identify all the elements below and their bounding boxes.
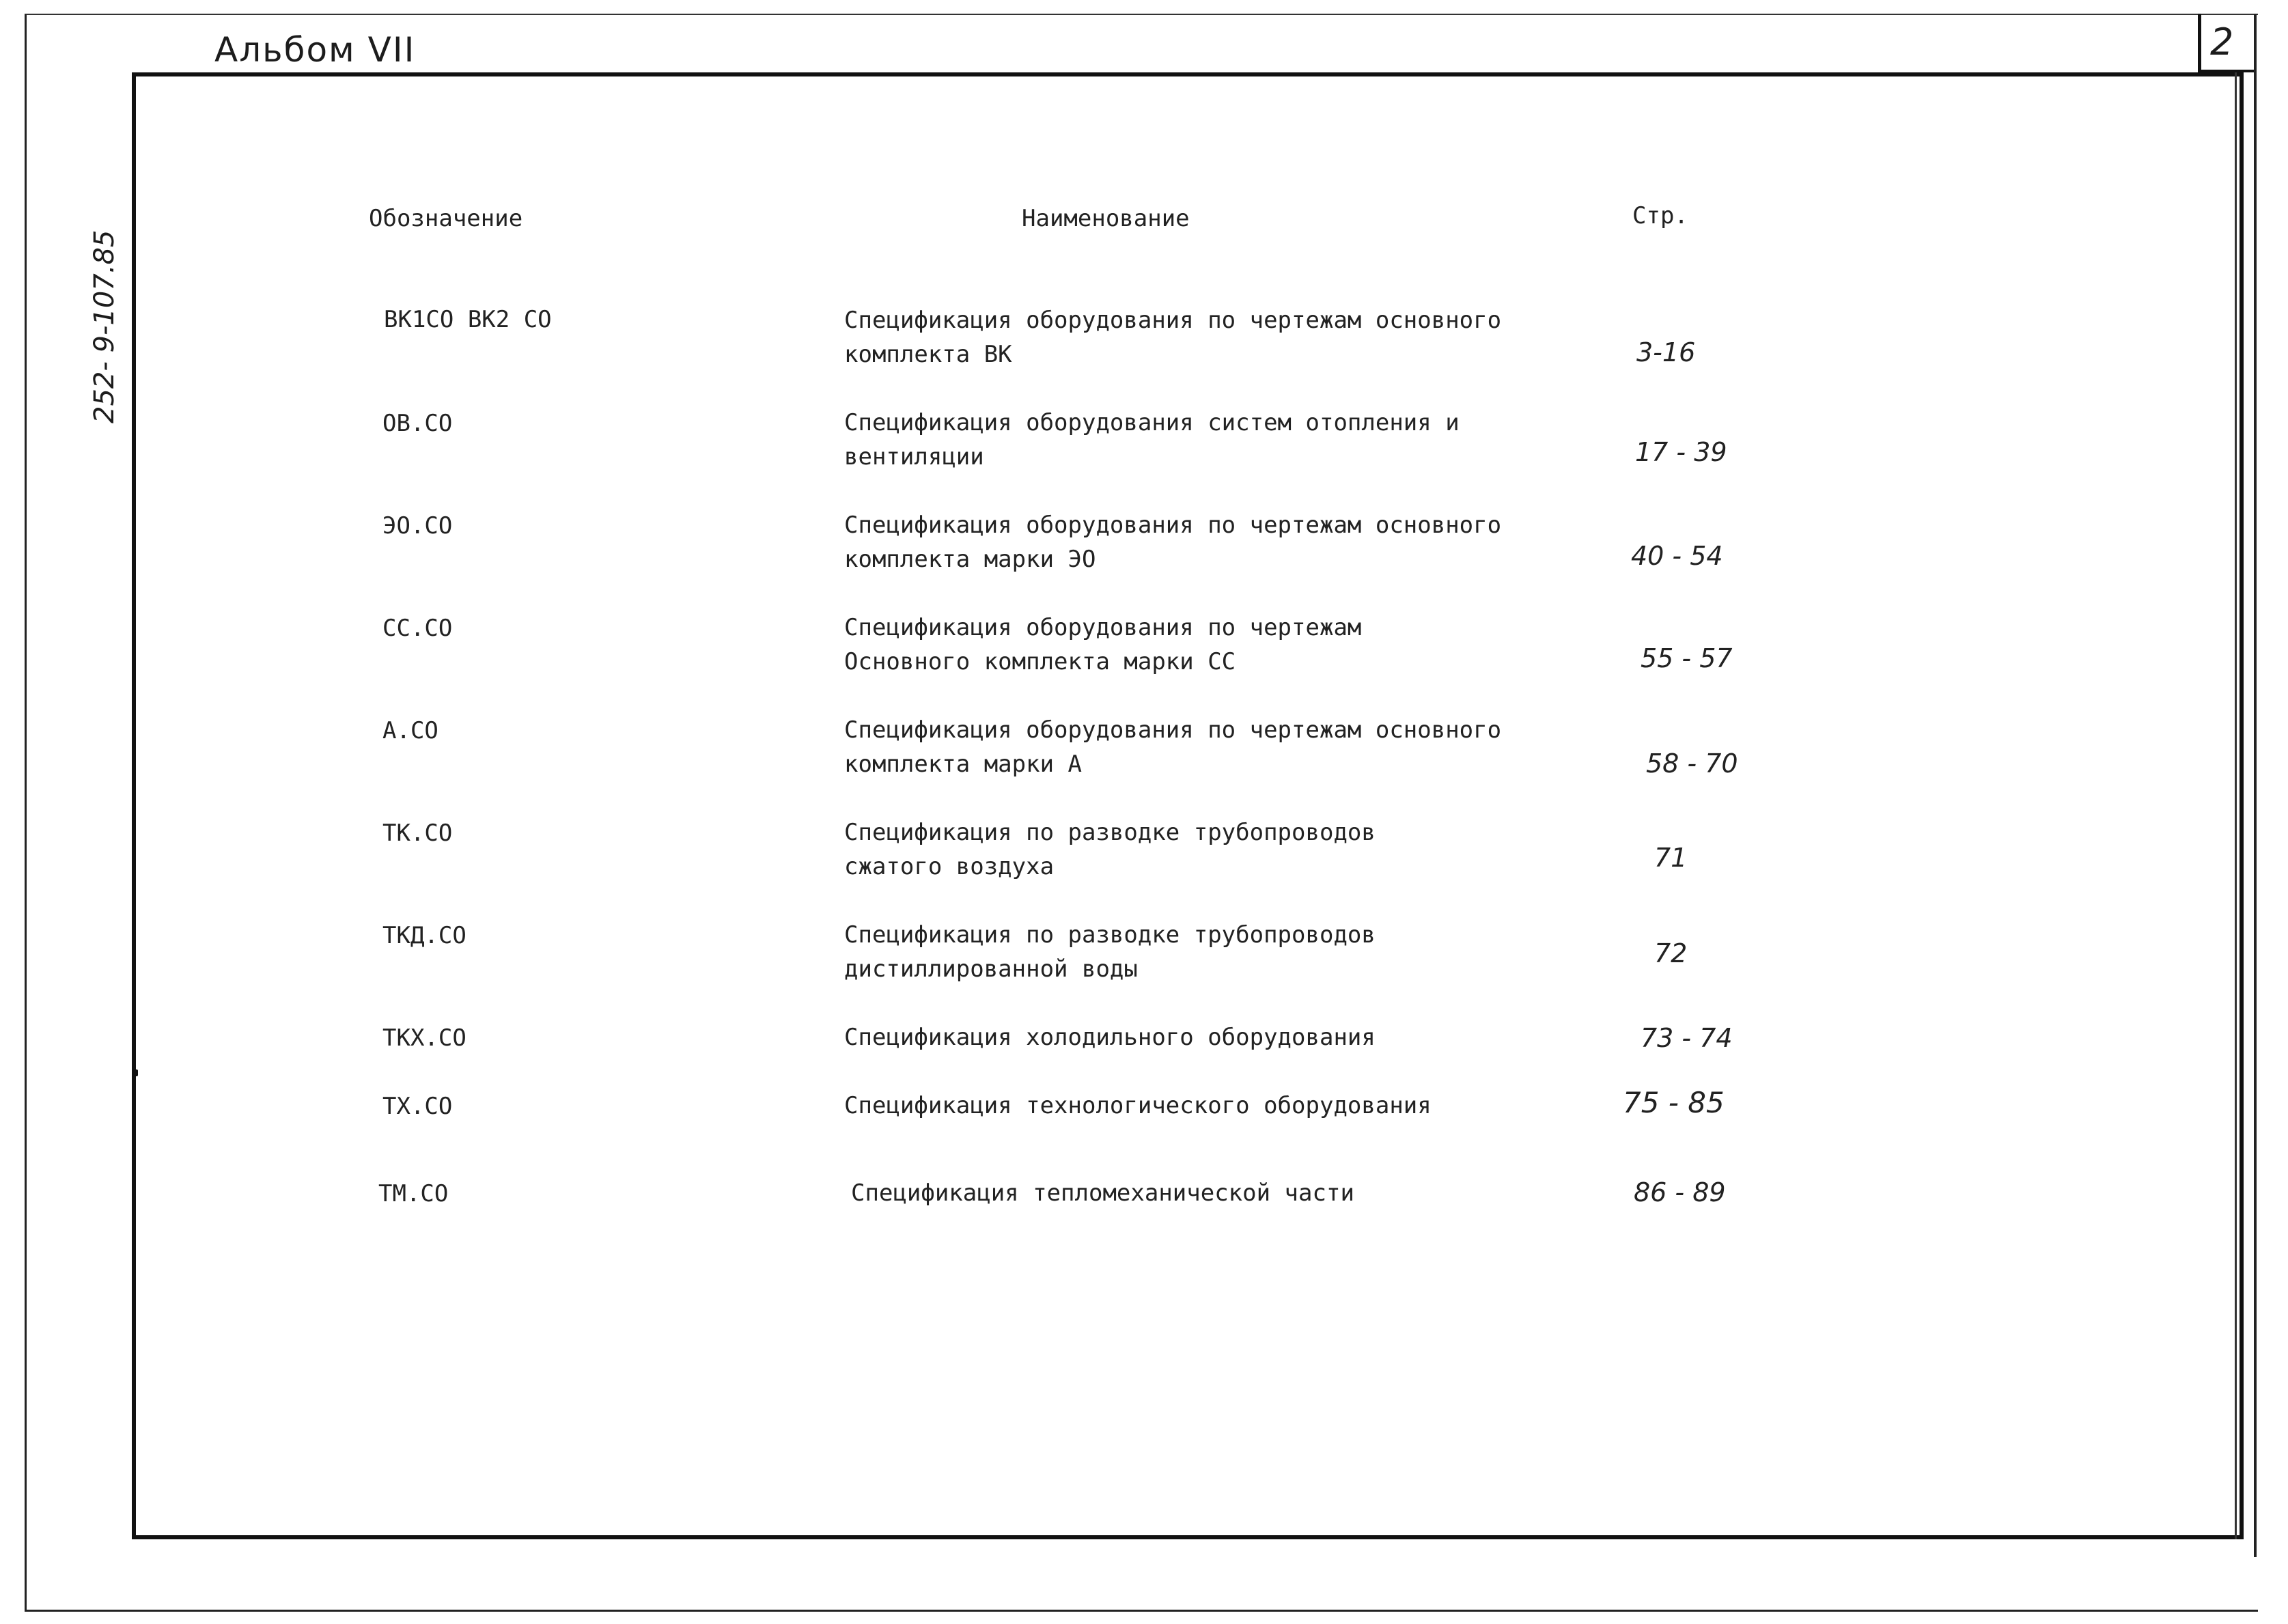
page-number: 2 — [2210, 20, 2234, 64]
document-code: 252- 9-107.85 — [89, 229, 120, 423]
row-code: ТХ.СО — [382, 1093, 453, 1120]
sheet-border-right — [2254, 14, 2257, 1557]
row-pages: 73 - 74 — [1641, 1023, 1733, 1053]
header-page: Стр. — [1632, 202, 1688, 229]
row-code: СС.СО — [382, 615, 453, 642]
row-code: ТМ.СО — [378, 1180, 449, 1207]
row-code: ТК.СО — [382, 820, 453, 847]
row-pages: 40 - 54 — [1631, 541, 1723, 571]
row-code: ОВ.СО — [382, 410, 453, 437]
row-name: Спецификация холодильного оборудования — [844, 1024, 1376, 1051]
header-designation: Обозначение — [369, 205, 523, 232]
row-name: Спецификация по разводке трубопроводов сжатого воздуха — [844, 819, 1376, 880]
row-name: Спецификация оборудования по чертежам основного комплекта ВК — [844, 307, 1502, 368]
row-code: ЭО.СО — [382, 512, 453, 540]
row-code: А.СО — [382, 717, 438, 744]
drawing-frame — [132, 72, 2244, 1539]
row-code: ТКХ.СО — [382, 1024, 466, 1052]
row-pages: 55 - 57 — [1641, 643, 1733, 673]
album-title: Альбом VII — [214, 30, 416, 70]
row-name: Спецификация технологического оборудования — [844, 1092, 1432, 1119]
row-pages: 71 — [1654, 843, 1688, 873]
row-name: Спецификация оборудования по чертежам основного комплекта марки А — [844, 716, 1502, 778]
row-pages: 3-16 — [1636, 337, 1696, 367]
header-name: Наименование — [1022, 205, 1190, 232]
row-name: Спецификация оборудования по чертежам основного комплекта марки ЭО — [844, 512, 1502, 573]
row-pages: 86 - 89 — [1634, 1177, 1726, 1207]
row-code: ВК1СО ВК2 СО — [384, 306, 552, 333]
row-pages: 58 - 70 — [1646, 748, 1738, 779]
row-code: ТКД.СО — [382, 922, 466, 949]
row-name: Спецификация оборудования систем отопления и вентиляции — [844, 409, 1460, 471]
row-pages: 72 — [1654, 938, 1688, 968]
row-name: Спецификация оборудования по чертежам Основного комплекта марки СС — [844, 614, 1362, 675]
margin-mark — [134, 1069, 138, 1076]
row-name: Спецификация по разводке трубопроводов дистиллированной воды — [844, 921, 1376, 983]
row-pages: 17 - 39 — [1635, 437, 1727, 467]
row-pages: 75 - 85 — [1623, 1086, 1725, 1119]
drawing-frame-edge — [2235, 72, 2237, 1539]
row-name: Спецификация тепломеханической части — [851, 1179, 1354, 1207]
